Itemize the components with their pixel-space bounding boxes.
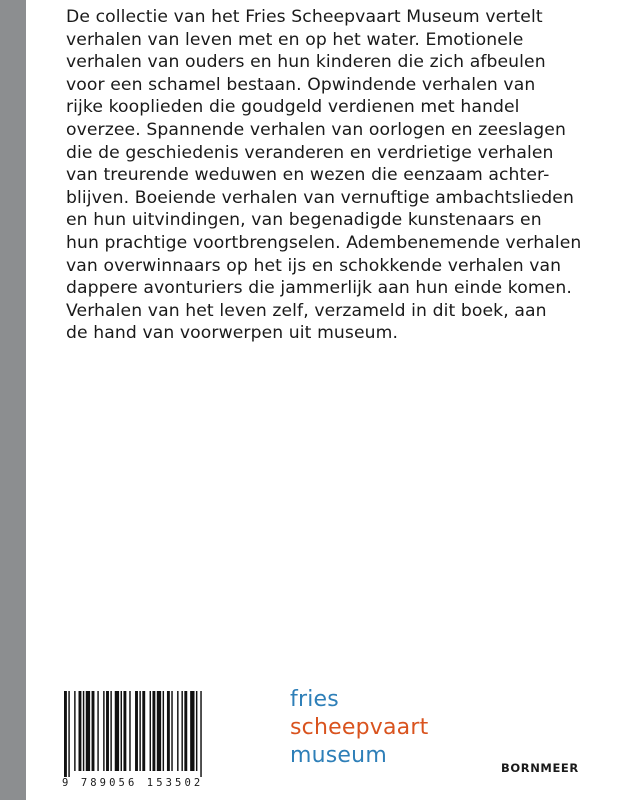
- blurb-line: voor een schamel bestaan. Opwindende verhalen van: [66, 74, 536, 95]
- blurb-line: dappere avonturiers die jammerlijk aan hun einde komen.: [66, 278, 572, 299]
- barcode-bar: [115, 691, 119, 771]
- barcode-bar: [97, 691, 98, 771]
- barcode-bar: [92, 691, 95, 771]
- barcode-bar: [129, 691, 130, 771]
- blurb-line: rijke kooplieden die goudgeld verdienen met handel: [66, 97, 520, 118]
- barcode-bar: [171, 691, 172, 771]
- barcode-bar: [181, 691, 182, 771]
- logo-line-scheepvaart: scheepvaart: [290, 715, 429, 740]
- blurb-line: de hand van voorwerpen uit museum.: [66, 323, 399, 344]
- blurb-line: en hun uitvindingen, van begenadigde kunstenaars en: [66, 210, 542, 231]
- barcode-bar: [184, 691, 187, 771]
- barcode-bar: [177, 691, 178, 771]
- publisher-name: BORNMEER: [501, 761, 579, 775]
- blurb-line: van treurende weduwen en wezen die eenzaam achter-: [66, 165, 550, 186]
- barcode-bar: [79, 691, 82, 771]
- blurb-line: Verhalen van het leven zelf, verzameld in dit boek, aan: [66, 300, 547, 321]
- blurb-line: die de geschiedenis veranderen en verdrietige verhalen: [66, 142, 554, 163]
- barcode-bar: [68, 691, 69, 777]
- barcode-bar: [196, 691, 197, 771]
- isbn-digits: 9 789056 153502: [62, 777, 204, 789]
- barcode-bar: [106, 691, 109, 771]
- barcode-bar: [74, 691, 75, 771]
- barcode-bar: [142, 691, 145, 771]
- barcode-bar: [190, 691, 194, 771]
- logo-line-fries: fries: [290, 687, 339, 712]
- barcode-bar: [167, 691, 170, 771]
- barcode-bar: [121, 691, 122, 771]
- spine-strip: [0, 0, 26, 800]
- blurb-line: hun prachtige voortbrengselen. Adembenemende verhalen: [66, 232, 582, 253]
- barcode-bar: [163, 691, 164, 771]
- barcode-bar: [83, 691, 84, 771]
- barcode-bar: [64, 691, 67, 777]
- barcode-bar: [135, 691, 138, 771]
- barcode-bar: [152, 691, 155, 771]
- barcode-bar: [157, 691, 161, 771]
- barcode-bar: [86, 691, 90, 771]
- barcode-bars: [62, 691, 258, 777]
- blurb-line: blijven. Boeiende verhalen van vernuftige ambachtslieden: [66, 187, 574, 208]
- logo-line-museum: museum: [290, 743, 387, 768]
- barcode-bar: [110, 691, 111, 771]
- barcode-bar: [200, 691, 201, 777]
- blurb-line: overzee. Spannende verhalen van oorlogen en zeeslagen: [66, 119, 566, 140]
- museum-logo: [290, 686, 450, 770]
- barcode-icon: [62, 691, 258, 791]
- barcode-bar: [139, 691, 140, 771]
- blurb-line: verhalen van leven met en op het water. Emotionele: [66, 29, 524, 50]
- barcode-bar: [150, 691, 151, 771]
- blurb-line: verhalen van ouders en hun kinderen die zich afbeulen: [66, 52, 546, 73]
- blurb-line: van overwinnaars op het ijs en schokkende verhalen van: [66, 255, 562, 276]
- barcode-bar: [103, 691, 104, 771]
- blurb-line: De collectie van het Fries Scheepvaart Museum vertelt: [66, 7, 543, 27]
- barcode-bar: [123, 691, 126, 771]
- back-cover-blurb: [66, 6, 614, 345]
